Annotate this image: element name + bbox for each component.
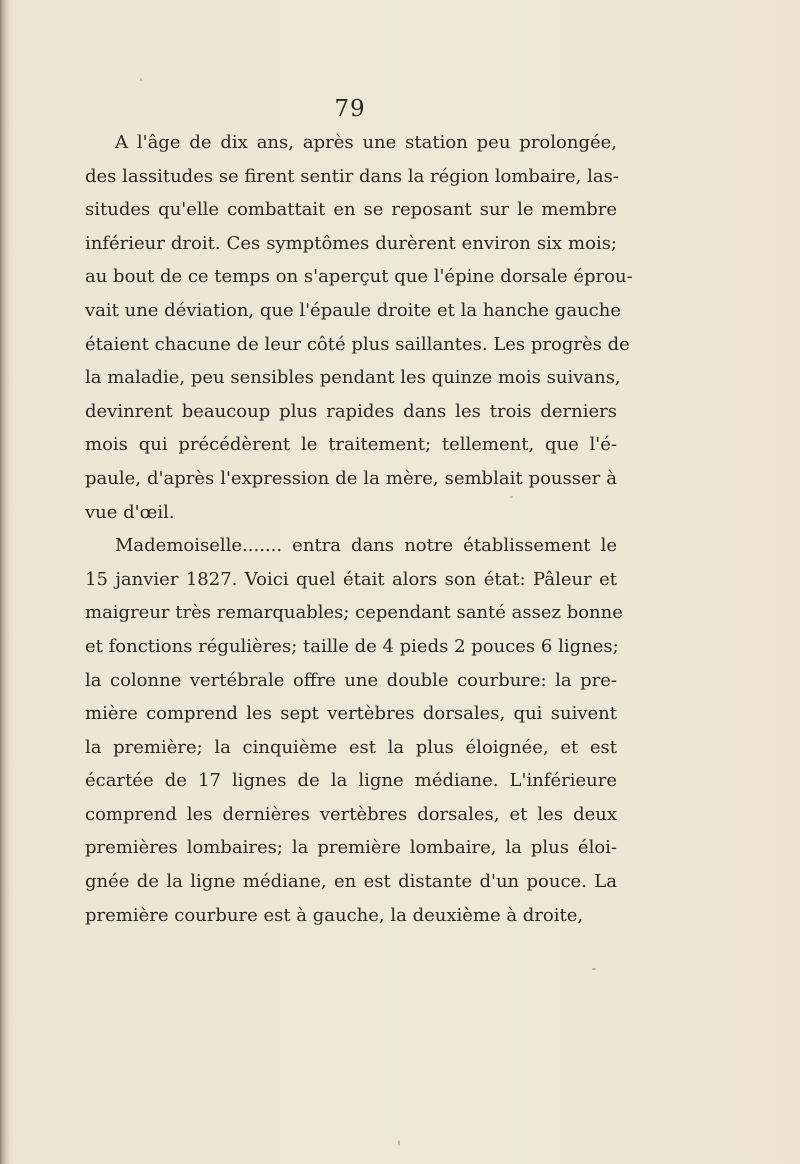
text-line: et fonctions régulières; taille de 4 pieds 2 pouces 6 lignes; — [85, 635, 619, 657]
text-line: la colonne vertébrale offre une double courbure: la pre- — [85, 669, 617, 691]
text-line: gnée de la ligne médiane, en est distante d'un pouce. La — [85, 871, 617, 893]
text-line: des lassitudes se firent sentir dans la région lombaire, las- — [85, 165, 619, 187]
text-line: inférieur droit. Ces symptômes durèrent environ six mois; — [85, 232, 617, 254]
text-line: paule, d'après l'expression de la mère, semblait pousser à — [85, 467, 617, 489]
paper-speck — [510, 496, 513, 498]
text-line: situdes qu'elle combattait en se reposant sur le membre — [85, 199, 617, 221]
page-number: 79 — [334, 96, 366, 122]
paper-speck — [140, 78, 142, 81]
text-line: devinrent beaucoup plus rapides dans les trois derniers — [85, 400, 617, 422]
binding-shadow — [0, 0, 10, 1164]
text-line: mois qui précédèrent le traitement; tellement, que l'é- — [85, 434, 617, 456]
text-line: la maladie, peu sensibles pendant les quinze mois suivans, — [85, 367, 621, 389]
text-line: A l'âge de dix ans, après une station peu prolongée, — [115, 132, 617, 153]
text-line: au bout de ce temps on s'aperçut que l'épine dorsale éprou- — [85, 266, 633, 288]
paragraph-2 — [85, 529, 623, 932]
text-line: 15 janvier 1827. Voici quel était alors son état: Pâleur et — [85, 568, 617, 590]
body-text — [85, 126, 633, 932]
text-line: la première; la cinquième est la plus éloignée, et est — [85, 736, 617, 758]
paper-speck — [592, 968, 596, 970]
text-line: maigreur très remarquables; cependant santé assez bonne — [85, 602, 623, 624]
text-line: mière comprend les sept vertèbres dorsales, qui suivent — [85, 703, 617, 725]
text-line: écartée de 17 lignes de la ligne médiane. L'inférieure — [85, 770, 617, 792]
paragraph-1 — [85, 126, 633, 529]
text-line: vait une déviation, que l'épaule droite et la hanche gauche — [85, 299, 621, 321]
text-line: première courbure est à gauche, la deuxième à droite, — [85, 904, 584, 926]
text-line: étaient chacune de leur côté plus saillantes. Les progrès de — [85, 333, 630, 355]
text-line: Mademoiselle....... entra dans notre établissement le — [115, 535, 617, 557]
text-line: comprend les dernières vertèbres dorsales, et les deux — [85, 803, 617, 825]
paper-speck — [398, 1140, 400, 1146]
text-line: premières lombaires; la première lombaire, la plus éloi- — [85, 837, 617, 859]
text-line: vue d'œil. — [85, 501, 175, 523]
